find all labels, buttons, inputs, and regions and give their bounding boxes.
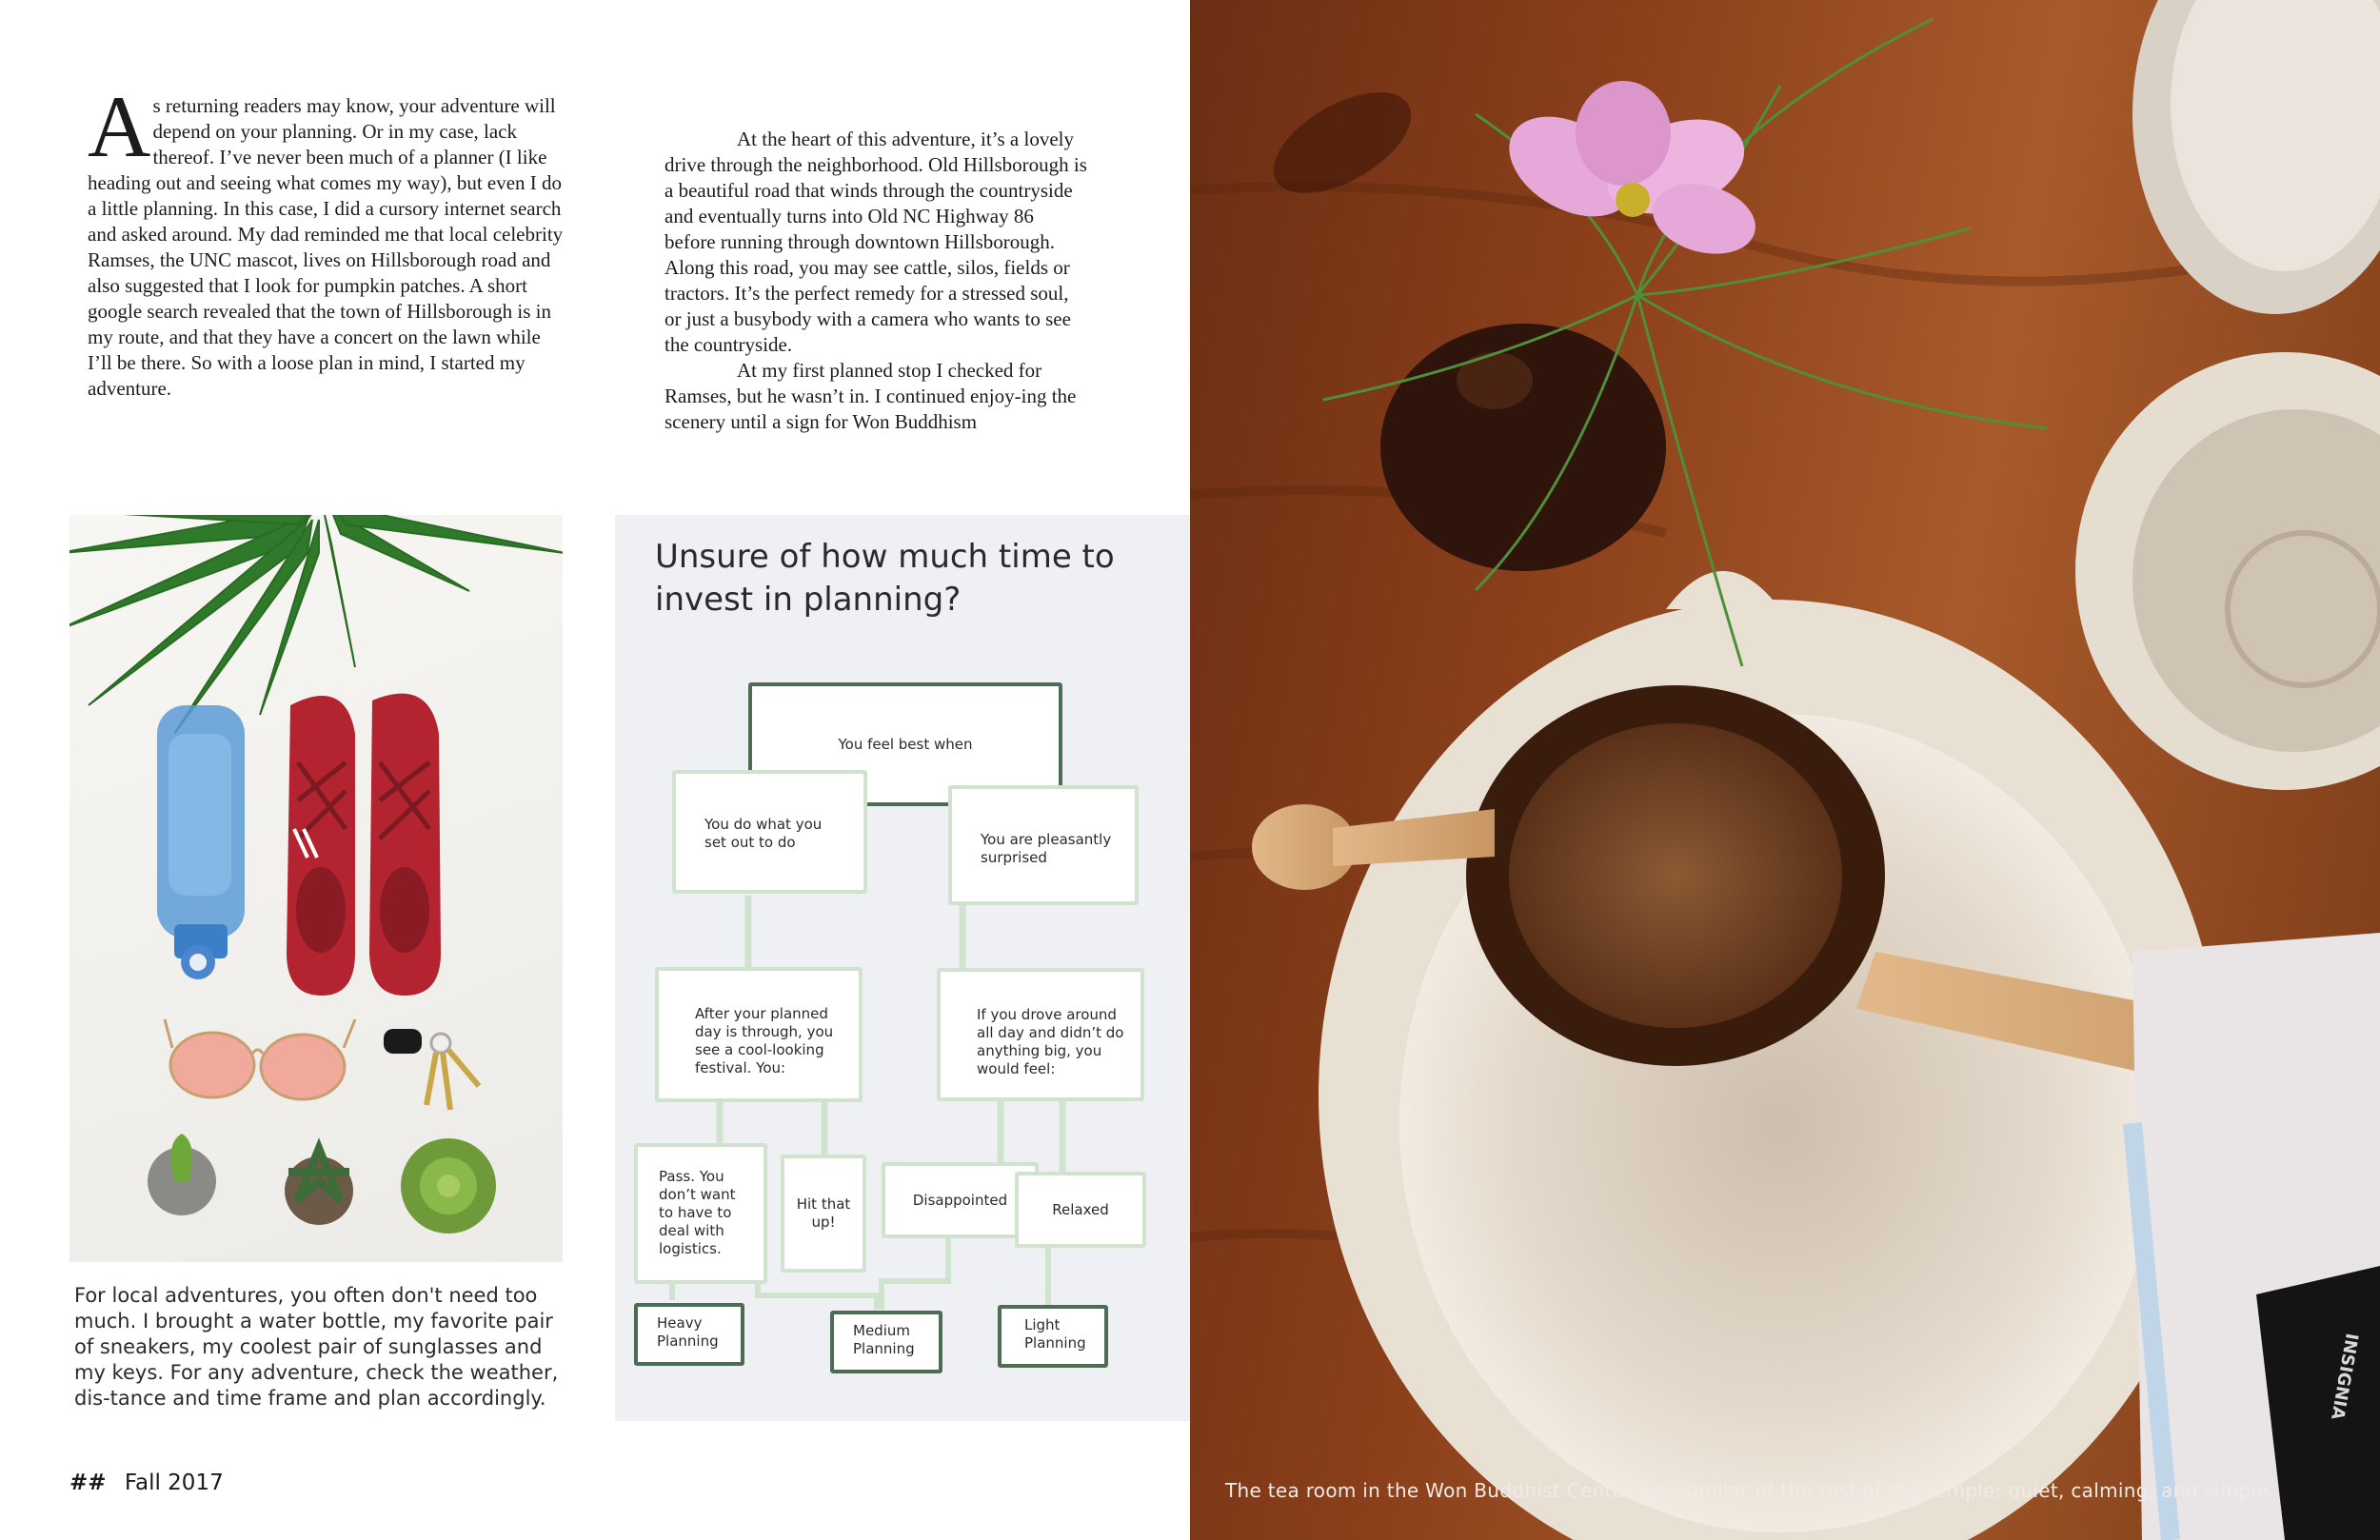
article-paragraph: At the heart of this adventure, it’s a lovely drive through the neighborhood. Old Hillsborough is a beautiful road that winds through the countryside and eventually turns into Old NC Highway 86 before running through downtown Hillsborough. Along this road, you may see cattle, silos, fields or tractors. It’s the perfect remedy for a stressed soul, or just a busybody with a camera who wants to see the countryside. <box>664 128 1087 356</box>
article-paragraph: At my first planned stop I checked for Ramses, but he wasn’t in. I continued enjoy-ing the scenery until a sign for Won Buddhism <box>664 359 1077 433</box>
tea-room-photo <box>1190 0 2380 1540</box>
flowchart-node-r-heavy <box>634 1303 744 1366</box>
stacked-cups-icon <box>2132 0 2380 314</box>
article-column-left <box>88 78 565 402</box>
water-bottle-icon <box>157 705 245 979</box>
flatlay-caption: For local adventures, you often don't need too much. I brought a water bottle, my favorite pair of sneakers, my coolest pair of sunglasses and my keys. For any adventure, check the weather, dis-tance and time frame and plan accordingly. <box>74 1284 559 1410</box>
page-folio <box>69 1471 224 1495</box>
article-paragraph: s returning readers may know, your adventure will depend on your planning. Or in my case, lack thereof. I’ve never been much of a planner (I like heading out and seeing what comes my way), but even I do a little planning. In this case, I did a cursory internet search and asked around. My dad reminded me that local celebrity Ramses, the UNC mascot, lives on Hillsborough road and also suggested that I look for pumpkin patches. A short google search revealed that the town of Hillsborough is in my route, and that they have a concert on the lawn while I’ll be there. So with a loose plan in mind, I started my adventure. <box>88 94 564 400</box>
device-label: INSIGNIA <box>2327 1332 2362 1422</box>
page-number-marker: ## <box>69 1471 107 1495</box>
flowchart-node-q-left <box>672 770 867 894</box>
flowchart-node-q-left2 <box>655 967 863 1102</box>
node-label: If you drove around all day and didn’t do anything big, you would feel: <box>977 1006 1124 1077</box>
flowchart-sidebar <box>615 515 1190 1421</box>
flowchart-node-r-light <box>998 1305 1108 1368</box>
cosmos-flower-icon <box>1323 19 2047 666</box>
flowchart-node-a-pass <box>634 1143 767 1284</box>
node-label: You are pleasantly surprised <box>981 831 1112 866</box>
serving-bowl-icon <box>2075 352 2380 790</box>
sunglasses-icon <box>165 1019 355 1099</box>
node-label: Light Planning <box>1024 1316 1086 1352</box>
node-label: Hit that up! <box>796 1195 851 1231</box>
flowchart-node-r-medium <box>830 1311 942 1373</box>
node-label: Relaxed <box>1052 1200 1109 1218</box>
drop-cap: A <box>88 78 151 175</box>
node-label: Disappointed <box>912 1191 1008 1209</box>
flowchart-node-a-hit <box>781 1155 866 1273</box>
node-label: You feel best when <box>838 735 973 753</box>
sneakers-icon <box>287 694 441 996</box>
node-label: After your planned day is through, you see a cool-looking festival. You: <box>695 1005 834 1076</box>
keys-icon <box>384 1029 479 1110</box>
node-label: Heavy Planning <box>657 1314 719 1350</box>
flowchart-node-a-relaxed <box>1015 1172 1146 1248</box>
article-column-right <box>664 127 1088 435</box>
flatlay-photo <box>69 515 563 1262</box>
node-label: Pass. You don’t want to have to deal with logistics. <box>659 1168 736 1257</box>
flowchart-node-q-right <box>948 785 1139 905</box>
node-label: Medium Planning <box>853 1322 915 1357</box>
flowchart-title: Unsure of how much time to invest in planning? <box>655 538 1115 619</box>
issue-label: Fall 2017 <box>124 1471 224 1495</box>
flowchart-node-q-right2 <box>937 968 1144 1101</box>
photo-caption: The tea room in the Won Buddhist Center was similar of the rest of the temple: quiet, calming, and simple. <box>1225 1479 2275 1502</box>
node-label: You do what you set out to do <box>704 816 823 851</box>
succulent-icon <box>148 1134 496 1234</box>
